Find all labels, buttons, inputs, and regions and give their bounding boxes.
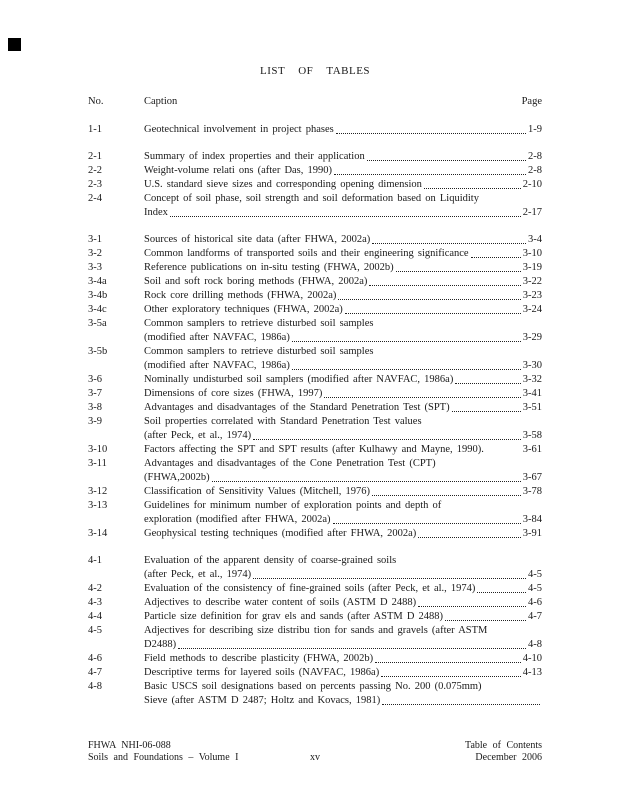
caption-last-line [144,527,542,541]
caption-line: Soil properties correlated with Standard Penetration Test values [144,416,422,427]
caption-line: Common samplers to retrieve disturbed soil samples [144,318,374,329]
entry-page-number: 2-8 [528,151,542,162]
entry-caption [144,387,542,401]
entry-caption [144,373,542,387]
caption-last-line [144,610,542,624]
dot-leader [418,537,520,538]
caption-text: Adjectives to describe water content of soils (ASTM D 2488) [144,597,417,608]
entry-number: 3-8 [88,402,102,413]
toc-entry [88,457,542,485]
dot-leader [253,578,526,579]
caption-last-line [144,429,542,443]
entry-number: 3-14 [88,528,108,539]
entry-number: 3-5a [88,318,107,329]
caption-text: Field methods to describe plasticity (FHWA, 2002b) [144,653,374,664]
entry-page-number: 3-67 [522,472,542,483]
dot-leader [455,383,520,384]
caption-text: (modified after NAVFAC, 1986a) [144,332,290,343]
caption-last-line [144,303,542,317]
entry-number: 4-3 [88,597,102,608]
toc-group [88,233,542,541]
entry-page-number: 3-84 [522,514,542,525]
toc-entry [88,164,542,178]
entry-page-number: 3-22 [522,276,542,287]
toc-entry [88,666,542,680]
toc-entry [88,150,542,164]
dot-leader [324,397,520,398]
entry-number: 2-1 [88,151,102,162]
caption-last-line [144,164,542,178]
entry-page-number: 2-8 [528,165,542,176]
caption-last-line [144,247,542,261]
entry-caption [144,610,542,624]
entry-page-number: 3-19 [522,262,542,273]
toc-entry [88,275,542,289]
toc-entry [88,554,542,582]
caption-line: Evaluation of the apparent density of coarse-grained soils [144,555,397,566]
entry-number: 4-4 [88,611,102,622]
caption-text: Index [144,207,168,218]
dot-leader [334,174,526,175]
dot-leader [445,620,526,621]
page-title: LIST OF TABLES [259,65,371,77]
entry-caption [144,582,542,596]
toc-entry [88,317,542,345]
entry-number: 3-13 [88,500,108,511]
caption-last-line [144,123,542,137]
entry-number: 4-5 [88,625,102,636]
footer-doc-number: FHWA NHI-06-088 [88,740,171,751]
caption-line: Concept of soil phase, soil strength and soil deformation based on Liquidity [144,193,479,204]
dot-leader [292,341,521,342]
caption-text: D2488) [144,639,177,650]
dot-leader [292,369,521,370]
caption-text: Other exploratory techniques (FHWA, 2002a) [144,304,343,315]
caption-text: Classification of Sensitivity Values (Mitchell, 1976) [144,486,371,497]
entry-caption [144,178,542,192]
caption-text: Dimensions of core sizes (FHWA, 1997) [144,388,323,399]
toc-group [88,150,542,220]
toc-entry [88,192,542,220]
entry-page-number: 4-5 [528,569,542,580]
caption-text: Weight-volume relati ons (after Das, 1990) [144,165,333,176]
dot-leader [471,257,521,258]
entry-page-number: 2-10 [522,179,542,190]
entry-number: 3-9 [88,416,102,427]
toc-entry [88,233,542,247]
caption-text: Geophysical testing techniques (modified after FHWA, 2002a) [144,528,417,539]
entry-number: 3-4b [88,290,108,301]
column-header-no: No. [88,96,104,107]
toc-group [88,554,542,708]
caption-last-line [144,261,542,275]
caption-text: (after Peck, et al., 1974) [144,569,252,580]
dot-leader [253,439,521,440]
toc-entry [88,387,542,401]
toc-entry [88,401,542,415]
toc-entry [88,123,542,137]
entry-number: 3-2 [88,248,102,259]
caption-text: Descriptive terms for layered soils (NAVFAC, 1986a) [144,667,380,678]
entry-caption [144,485,542,499]
caption-text: Sieve (after ASTM D 2487; Holtz and Kovacs, 1981) [144,695,381,706]
caption-line: Guidelines for minimum number of exploration points and depth of [144,500,442,511]
page-footer [88,740,542,764]
footer-page-number: xv [310,752,320,763]
caption-text: Evaluation of the consistency of fine-grained soils (after Peck, et al., 1974) [144,583,476,594]
entry-caption [144,192,542,220]
toc-entry [88,261,542,275]
toc-entry [88,610,542,624]
entry-caption [144,652,542,666]
dot-leader [212,481,521,482]
caption-text: Summary of index properties and their application [144,151,365,162]
dot-leader [367,160,526,161]
entry-caption [144,123,542,137]
footer-center [310,740,320,764]
dot-leader [336,133,526,134]
toc-entry [88,303,542,317]
entry-caption [144,247,542,261]
entry-number: 2-2 [88,165,102,176]
entry-page-number: 4-8 [528,639,542,650]
caption-last-line [144,233,542,247]
toc-entry [88,499,542,527]
entry-number: 4-2 [88,583,102,594]
entry-page-number: 4-10 [522,653,542,664]
entry-caption [144,401,542,415]
caption-line: Adjectives for describing size distribu tion for sands and gravels (after ASTM [144,625,488,636]
entry-number: 4-6 [88,653,102,664]
entry-number: 3-10 [88,444,108,455]
caption-last-line [144,401,542,415]
entry-caption [144,624,542,652]
entry-number: 4-8 [88,681,102,692]
caption-line: Advantages and disadvantages of the Cone Penetration Test (CPT) [144,458,436,469]
entry-caption [144,345,542,373]
entry-caption [144,415,542,443]
caption-last-line [144,485,542,499]
toc-entry [88,680,542,708]
caption-last-line [144,206,542,220]
caption-text: (FHWA,2002b) [144,472,210,483]
entry-number: 4-1 [88,555,102,566]
entry-page-number: 3-32 [522,374,542,385]
toc-entry [88,247,542,261]
caption-last-line [144,275,542,289]
caption-last-line [144,694,542,708]
caption-last-line [144,178,542,192]
entry-caption [144,317,542,345]
entry-caption [144,666,542,680]
toc-entry [88,443,542,457]
caption-text: Sources of historical site data (after FHWA, 2002a) [144,234,371,245]
column-header-caption: Caption [144,96,178,107]
caption-last-line [144,652,542,666]
entry-page-number: 3-78 [522,486,542,497]
entry-caption [144,554,542,582]
entry-page-number: 3-41 [522,388,542,399]
entry-number: 2-4 [88,193,102,204]
toc-entry [88,289,542,303]
caption-text: Advantages and disadvantages of the Standard Penetration Test (SPT) [144,402,450,413]
entry-caption [144,680,542,708]
toc-entry [88,527,542,541]
caption-last-line [144,666,542,680]
footer-date: December 2006 [475,752,542,763]
caption-text: Soil and soft rock boring methods (FHWA, 2002a) [144,276,368,287]
caption-last-line [144,513,542,527]
entry-number: 3-4a [88,276,107,287]
toc-entry [88,582,542,596]
caption-text: (modified after NAVFAC, 1986a) [144,360,290,371]
dot-leader [372,243,526,244]
caption-text: U.S. standard sieve sizes and corresponding opening dimension [144,179,422,190]
entry-caption [144,233,542,247]
caption-last-line [144,568,542,582]
entry-number: 3-5b [88,346,108,357]
caption-last-line [144,582,542,596]
toc-entry [88,624,542,652]
caption-line: Basic USCS soil designations based on percents passing No. 200 (0.075mm) [144,681,482,692]
toc-entry [88,373,542,387]
caption-last-line [144,150,542,164]
entry-number: 3-12 [88,486,108,497]
dot-leader [381,676,521,677]
caption-text: Particle size definition for grav els and sands (after ASTM D 2488) [144,611,444,622]
entry-caption [144,164,542,178]
entry-caption [144,261,542,275]
dot-leader [372,495,521,496]
entry-page-number: 3-4 [528,234,542,245]
toc-list [88,123,542,708]
dot-leader [345,313,521,314]
entry-page-number: 2-17 [522,207,542,218]
caption-last-line [144,373,542,387]
footer-section-name: Table of Contents [465,740,542,751]
entry-page-number: 4-7 [528,611,542,622]
page-content [88,64,542,708]
footer-left [88,740,310,764]
caption-text: Reference publications on in-situ testing (FHWA, 2002b) [144,262,394,273]
dot-leader [369,285,520,286]
entry-page-number: 3-10 [522,248,542,259]
toc-entry [88,415,542,443]
toc-column-headers [88,95,542,109]
toc-entry [88,178,542,192]
entry-number: 3-4c [88,304,107,315]
caption-text: Geotechnical involvement in project phases [144,124,334,135]
entry-caption [144,499,542,527]
entry-caption [144,289,542,303]
toc-entry [88,652,542,666]
entry-caption [144,457,542,485]
caption-text: Nominally undisturbed soil samplers (modified after NAVFAC, 1986a) [144,374,454,385]
entry-caption [144,596,542,610]
entry-page-number: 3-61 [522,444,542,455]
entry-caption [144,443,542,457]
caption-last-line [144,471,542,485]
entry-page-number: 3-23 [522,290,542,301]
entry-number: 4-7 [88,667,102,678]
caption-last-line [144,387,542,401]
toc-entry [88,345,542,373]
entry-number: 1-1 [88,124,102,135]
entry-page-number: 4-5 [528,583,542,594]
dot-leader [452,411,521,412]
column-header-page: Page [521,96,542,107]
dot-leader [333,523,521,524]
entry-page-number: 3-91 [522,528,542,539]
caption-last-line [144,443,542,457]
entry-caption [144,303,542,317]
toc-group [88,123,542,137]
footer-right [320,740,542,764]
entry-number: 3-11 [88,458,107,469]
caption-last-line [144,331,542,345]
entry-caption [144,275,542,289]
toc-entry [88,596,542,610]
caption-line: Common samplers to retrieve disturbed soil samples [144,346,374,357]
caption-text: Common landforms of transported soils and their engineering significance [144,248,469,259]
entry-number: 3-6 [88,374,102,385]
scan-artifact [8,38,21,51]
entry-page-number: 4-6 [528,597,542,608]
caption-last-line [144,359,542,373]
caption-last-line [144,596,542,610]
entry-caption [144,527,542,541]
entry-page-number: 3-58 [522,430,542,441]
entry-page-number: 3-29 [522,332,542,343]
entry-number: 2-3 [88,179,102,190]
footer-doc-title: Soils and Foundations – Volume I [88,752,239,763]
toc-entry [88,485,542,499]
dot-leader [396,271,521,272]
dot-leader [178,648,526,649]
caption-text: Factors affecting the SPT and SPT results (after Kulhawy and Mayne, 1990). [144,444,484,455]
caption-text: (after Peck, et al., 1974) [144,430,252,441]
entry-caption [144,150,542,164]
entry-page-number: 3-24 [522,304,542,315]
entry-number: 3-3 [88,262,102,273]
dot-leader [382,704,540,705]
caption-last-line [144,638,542,652]
entry-number: 3-1 [88,234,102,245]
dot-leader [418,606,526,607]
caption-text: Rock core drilling methods (FHWA, 2002a) [144,290,337,301]
caption-last-line [144,289,542,303]
entry-page-number: 3-30 [522,360,542,371]
entry-number: 3-7 [88,388,102,399]
entry-page-number: 4-13 [522,667,542,678]
entry-page-number: 1-9 [528,124,542,135]
dot-leader [338,299,520,300]
entry-page-number: 3-51 [522,402,542,413]
dot-leader [477,592,526,593]
dot-leader [375,662,521,663]
dot-leader [170,216,521,217]
caption-text: exploration (modified after FHWA, 2002a) [144,514,331,525]
dot-leader [424,188,521,189]
